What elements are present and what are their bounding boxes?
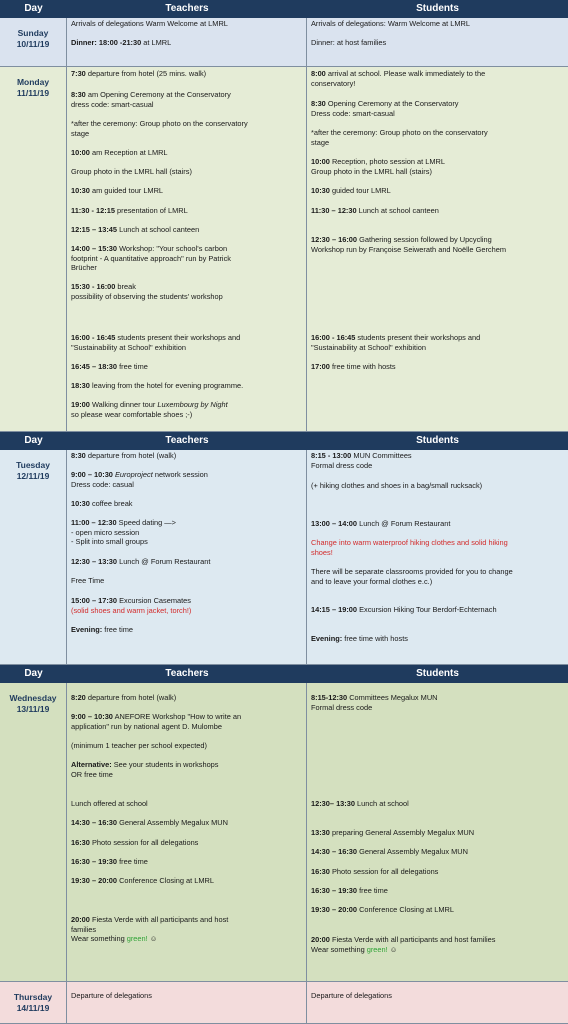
entry-text: (+ hiking clothes and shoes in a bag/small rucksack) — [311, 481, 483, 490]
entry-text: network session Dress code: casual — [71, 470, 208, 489]
schedule-entry — [71, 38, 302, 48]
table-header-2 — [0, 432, 568, 450]
entry-time: 7:30 — [71, 69, 86, 78]
header-teachers: Teachers — [165, 435, 209, 446]
entry-warning: (solid shoes and warm jacket, torch!) — [71, 605, 192, 615]
entry-text: Group photo in the LMRL hall (stairs) — [71, 167, 192, 176]
day-cell-thursday: Thursday 14/11/19 — [0, 982, 67, 1023]
entry-highlight: green! — [126, 934, 148, 943]
entry-text: Arrivals of delegations: Warm Welcome at LMRL — [311, 19, 470, 28]
schedule-entry — [311, 451, 564, 470]
schedule-entry — [311, 567, 564, 586]
entry-text: See your students in workshops OR free time — [71, 760, 219, 779]
schedule-entry — [71, 625, 302, 635]
entry-text: departure from hotel (walk) — [85, 451, 177, 460]
students-cell-sunday — [307, 18, 568, 66]
schedule-entry — [71, 451, 302, 461]
entry-time: 8:30 — [71, 451, 86, 460]
monday-section — [0, 67, 568, 432]
entry-text: students present their workshops and "Sustainability at School" exhibition — [71, 333, 241, 352]
schedule-entry — [311, 362, 564, 372]
tuesday-section — [0, 450, 568, 665]
entry-time: 15:30 - 16:00 — [71, 282, 116, 291]
schedule-entry — [71, 333, 302, 352]
entry-text: MUN Committees Formal dress code — [311, 451, 412, 470]
entry-text: ☺ — [387, 944, 398, 954]
schedule-entry — [71, 225, 302, 235]
entry-time: 16:30 – 19:30 — [71, 857, 118, 866]
entry-time: 12:15 – 13:45 — [71, 225, 118, 234]
schedule-entry — [71, 119, 302, 138]
schedule-entry — [71, 857, 302, 867]
header-students: Students — [416, 668, 459, 679]
entry-time: 20:00 — [71, 915, 90, 924]
entry-text: General Assembly Megalux MUN — [357, 847, 468, 856]
entry-time: 11:00 – 12:30 — [71, 518, 117, 527]
schedule-entry — [311, 799, 564, 809]
schedule-entry — [71, 90, 302, 109]
entry-text: Arrivals of delegations Warm Welcome at LMRL — [71, 19, 228, 28]
entry-text: Excursion Casemates — [117, 596, 191, 605]
entry-time: Dinner: 18:00 -21:30 — [71, 38, 142, 47]
day-cell-tuesday: Tuesday 12/11/19 — [0, 450, 67, 664]
entry-text: so please wear comfortable shoes ;-) — [71, 409, 193, 419]
entry-text: am guided tour LMRL — [89, 186, 164, 195]
entry-time: 16:30 — [311, 867, 330, 876]
entry-time: 18:30 — [71, 381, 90, 390]
schedule-entry — [71, 244, 302, 273]
entry-text: *after the ceremony: Group photo on the conservatory stage — [311, 128, 488, 147]
schedule-entry — [311, 538, 564, 557]
entry-time: 20:00 — [311, 935, 330, 944]
entry-time: 14:30 – 16:30 — [71, 818, 118, 827]
schedule-entry — [71, 596, 302, 615]
schedule-entry — [311, 206, 564, 216]
schedule-entry — [71, 799, 302, 809]
entry-text: am Opening Ceremony at the Conservatory dress code: smart-casual — [71, 90, 231, 109]
entry-text: Conference Closing at LMRL — [117, 876, 214, 885]
schedule-entry — [71, 876, 302, 886]
header-day: Day — [24, 435, 43, 446]
entry-time: 8:15 - 13:00 — [311, 451, 352, 460]
entry-text: Committees Megalux MUN Formal dress code — [311, 693, 438, 712]
schedule-entry — [71, 186, 302, 196]
entry-time: Alternative: — [71, 760, 112, 769]
entry-text: preparing General Assembly Megalux MUN — [329, 828, 475, 837]
entry-text: Free Time — [71, 576, 105, 585]
schedule-entry — [71, 741, 302, 751]
schedule-entry — [311, 605, 564, 615]
entry-time: 14:30 – 16:30 — [311, 847, 358, 856]
entry-text: Opening Ceremony at the Conservatory Dress code: smart-casual — [311, 99, 459, 118]
entry-text: free time — [357, 886, 388, 895]
entry-text: Gathering session followed by Upcycling Workshop run by Françoise Seiwerath and Noëlle Gerchem — [311, 235, 506, 254]
schedule-entry — [71, 148, 302, 158]
entry-time: 8:15-12:30 — [311, 693, 348, 702]
entry-time: 12:30– 13:30 — [311, 799, 355, 808]
entry-time: 9:00 – 10:30 — [71, 712, 113, 721]
entry-text: Lunch @ Forum Restaurant — [117, 557, 211, 566]
entry-time: 9:00 – 10:30 — [71, 470, 113, 479]
entry-text: free time with hosts — [329, 362, 396, 371]
entry-text: leaving from the hotel for evening programme. — [89, 381, 244, 390]
teachers-cell-monday — [67, 67, 307, 431]
entry-text: Excursion Hiking Tour Berdorf-Echternach — [357, 605, 497, 614]
schedule-entry — [71, 915, 302, 944]
schedule-entry — [311, 935, 564, 954]
entry-text: free time with hosts — [342, 634, 408, 643]
teachers-cell-wednesday — [67, 683, 307, 981]
schedule-entry — [71, 576, 302, 586]
entry-warning: Change into warm waterproof hiking clothes and solid hiking shoes! — [311, 538, 508, 557]
schedule-entry — [311, 481, 564, 491]
schedule-entry — [71, 991, 302, 1001]
schedule-entry — [311, 99, 564, 118]
schedule-entry — [311, 828, 564, 838]
entry-text: Lunch @ Forum Restaurant — [357, 519, 451, 528]
entry-text: Lunch at school canteen — [356, 206, 439, 215]
entry-time: 16:30 — [71, 838, 90, 847]
entry-highlight: green! — [366, 944, 388, 954]
wednesday-section — [0, 683, 568, 982]
entry-text: free time — [117, 362, 148, 371]
entry-text: Fiesta Verde with all participants and host families Wear something — [311, 935, 496, 954]
schedule-entry — [311, 333, 564, 352]
schedule-entry — [71, 838, 302, 848]
schedule-entry — [311, 991, 564, 1001]
students-cell-thursday — [307, 982, 568, 1023]
entry-text: Walking dinner tour — [89, 400, 158, 409]
schedule-entry — [71, 760, 302, 779]
day-cell-monday: Monday 11/11/19 — [0, 67, 67, 431]
students-cell-wednesday — [307, 683, 568, 981]
entry-text: *after the ceremony: Group photo on the conservatory stage — [71, 119, 248, 138]
table-header-3 — [0, 665, 568, 683]
table-header-1 — [0, 0, 568, 18]
teachers-cell-tuesday — [67, 450, 307, 664]
entry-text: break possibility of observing the students' workshop — [71, 282, 223, 301]
schedule-entry — [71, 470, 302, 489]
entry-text: free time — [117, 857, 148, 866]
entry-text: Lunch offered at school — [71, 799, 148, 808]
header-day: Day — [24, 668, 43, 679]
entry-time: 8:20 — [71, 693, 86, 702]
entry-text: Photo session for all delegations — [329, 867, 439, 876]
schedule-entry — [71, 167, 302, 177]
entry-text: Photo session for all delegations — [89, 838, 199, 847]
entry-text: There will be separate classrooms provided for you to change and to leave your formal clothes e.c.) — [311, 567, 513, 586]
schedule-entry — [71, 518, 302, 547]
schedule-entry — [311, 19, 564, 29]
students-cell-tuesday — [307, 450, 568, 664]
schedule-entry — [311, 69, 564, 88]
entry-emphasis: Luxembourg by Night — [157, 400, 228, 409]
entry-text: presentation of LMRL — [114, 206, 188, 215]
entry-time: 14:15 – 19:00 — [311, 605, 358, 614]
header-day: Day — [24, 3, 43, 14]
entry-time: 19:30 – 20:00 — [71, 876, 118, 885]
schedule-entry — [71, 693, 302, 703]
entry-text: (minimum 1 teacher per school expected) — [71, 741, 207, 750]
header-teachers: Teachers — [165, 3, 209, 14]
day-cell-sunday: Sunday 10/11/19 — [0, 18, 67, 66]
entry-time: 10:30 — [311, 186, 330, 195]
entry-time: 12:30 – 16:00 — [311, 235, 358, 244]
schedule-entry — [71, 19, 302, 29]
schedule-entry — [311, 128, 564, 147]
entry-text: Speed dating —> - open micro session - Split into small groups — [71, 518, 176, 546]
entry-time: 10:30 — [71, 499, 90, 508]
entry-time: Evening: — [71, 625, 103, 634]
entry-text: departure from hotel (25 mins. walk) — [85, 69, 207, 78]
entry-text: ☺ — [147, 934, 158, 943]
students-cell-monday — [307, 67, 568, 431]
teachers-cell-sunday — [67, 18, 307, 66]
day-cell-wednesday: Wednesday 13/11/19 — [0, 683, 67, 981]
entry-text: departure from hotel (walk) — [85, 693, 177, 702]
teachers-cell-thursday — [67, 982, 307, 1023]
schedule-entry — [311, 847, 564, 857]
schedule-entry — [311, 905, 564, 915]
entry-time: 16:00 - 16:45 — [311, 333, 356, 342]
entry-time: Evening: — [311, 634, 343, 643]
entry-text: Dinner: at host families — [311, 38, 387, 47]
schedule-entry — [311, 235, 564, 254]
schedule-entry — [311, 693, 564, 712]
entry-time: 10:00 — [71, 148, 90, 157]
header-students: Students — [416, 435, 459, 446]
entry-text: arrival at school. Please walk immediately to the conservatory! — [311, 69, 486, 88]
entry-time: 19:00 — [71, 400, 90, 409]
entry-time: 16:45 – 18:30 — [71, 362, 118, 371]
schedule-entry — [311, 38, 564, 48]
entry-time: 11:30 - 12:15 — [71, 206, 115, 215]
entry-time: 10:30 — [71, 186, 90, 195]
entry-time: 8:30 — [71, 90, 86, 99]
entry-time: 13:30 — [311, 828, 330, 837]
entry-time: 10:00 — [311, 157, 330, 166]
entry-time: 12:30 – 13:30 — [71, 557, 118, 566]
schedule-entry — [311, 186, 564, 196]
schedule-entry — [71, 69, 302, 79]
entry-time: 8:00 — [311, 69, 326, 78]
entry-time: 11:30 – 12:30 — [311, 206, 357, 215]
thursday-section — [0, 982, 568, 1024]
entry-text: Workshop: "Your school's carbon footprint - A quantitative approach" run by Patrick Brücher — [71, 244, 231, 272]
entry-text: Reception, photo session at LMRL Group photo in the LMRL hall (stairs) — [311, 157, 445, 176]
schedule-entry — [71, 282, 302, 301]
schedule-entry — [311, 867, 564, 877]
entry-time: 16:00 - 16:45 — [71, 333, 116, 342]
entry-text: Conference Closing at LMRL — [357, 905, 454, 914]
entry-text: at LMRL — [141, 38, 172, 47]
entry-time: 14:00 – 15:30 — [71, 244, 118, 253]
schedule-entry — [71, 381, 302, 391]
entry-text: coffee break — [89, 499, 133, 508]
entry-text: guided tour LMRL — [329, 186, 391, 195]
schedule-entry — [71, 712, 302, 731]
entry-text: Departure of delegations — [71, 991, 152, 1000]
entry-time: 19:30 – 20:00 — [311, 905, 358, 914]
entry-time: 13:00 – 14:00 — [311, 519, 358, 528]
schedule-entry — [71, 557, 302, 567]
sunday-section — [0, 18, 568, 67]
entry-text: free time — [102, 625, 134, 634]
entry-time: 15:00 – 17:30 — [71, 596, 118, 605]
header-teachers: Teachers — [165, 668, 209, 679]
entry-text: students present their workshops and "Sustainability at School" exhibition — [311, 333, 481, 352]
schedule-entry — [71, 400, 302, 419]
entry-text: Fiesta Verde with all participants and host families Wear something — [71, 915, 229, 943]
entry-emphasis: Europroject — [112, 470, 153, 479]
header-students: Students — [416, 3, 459, 14]
entry-text: am Reception at LMRL — [89, 148, 168, 157]
schedule-entry — [311, 886, 564, 896]
entry-text: Departure of delegations — [311, 991, 392, 1000]
entry-text: General Assembly Megalux MUN — [117, 818, 228, 827]
entry-text: Lunch at school canteen — [117, 225, 200, 234]
entry-time: 16:30 – 19:30 — [311, 886, 358, 895]
schedule-entry — [311, 157, 564, 176]
entry-time: 8:30 — [311, 99, 326, 108]
schedule-entry — [71, 206, 302, 216]
schedule-entry — [311, 634, 564, 644]
entry-text: Lunch at school — [354, 799, 409, 808]
entry-time: 17:00 — [311, 362, 330, 371]
schedule-entry — [311, 519, 564, 529]
schedule-entry — [71, 499, 302, 509]
entry-text: ANEFORE Workshop "How to write an application" run by national agent D. Mulombe — [71, 712, 242, 731]
schedule-entry — [71, 362, 302, 372]
schedule-entry — [71, 818, 302, 828]
